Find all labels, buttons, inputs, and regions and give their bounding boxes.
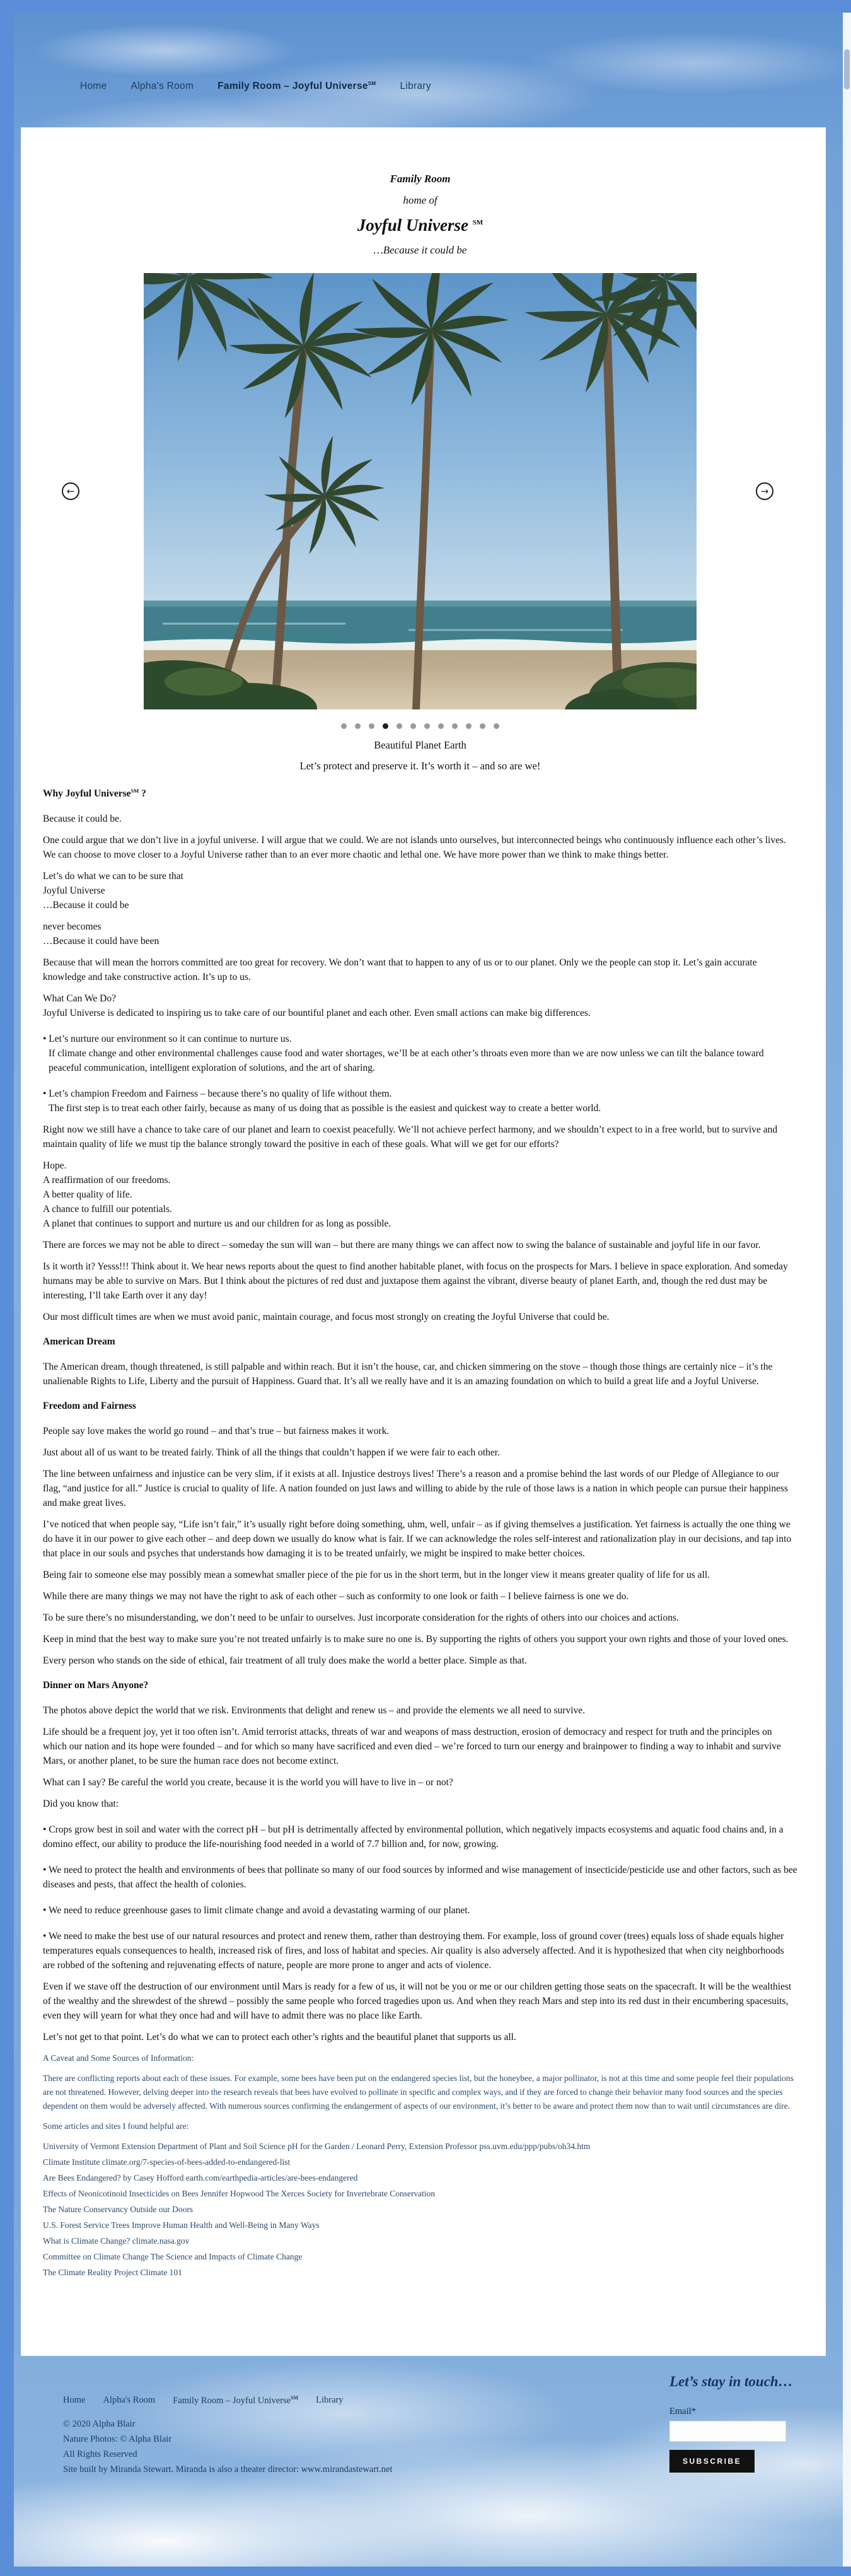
footer-nav (63, 2395, 669, 2406)
page-background (14, 13, 843, 2567)
article-paragraph: Let’s not get to that point. Let’s do what we can to protect each other’s rights and the beautiful planet that supports us all. (43, 2032, 516, 2043)
article-paragraph: Climate Institute climate.org/7-species-of-bees-added-to-endangered-list (43, 2157, 291, 2167)
carousel-dot-10[interactable] (466, 723, 472, 729)
article-paragraph: Are Bees Endangered? by Casey Hofford earth.com/earthpedia-articles/are-bees-endangered (43, 2173, 358, 2183)
page-title: Joyful Universe ℠ (357, 216, 483, 235)
article-paragraph: U.S. Forest Service Trees Improve Human Health and Well-Being in Many Ways (43, 2220, 320, 2230)
article-paragraph: Committee on Climate Change The Science and Impacts of Climate Change (43, 2252, 303, 2262)
carousel-caption: Beautiful Planet Earth (374, 739, 466, 752)
carousel-dot-11[interactable] (480, 723, 485, 729)
carousel-subcaption: Let’s protect and preserve it. It’s worth it – and so are we! (299, 760, 541, 772)
service-mark: SM (472, 219, 483, 227)
subscribe-button[interactable]: SUBSCRIBE (669, 2450, 755, 2473)
footer-copyright (63, 2419, 669, 2475)
copyright-line: © 2020 Alpha Blair (63, 2419, 136, 2430)
main-nav (14, 13, 843, 92)
article-paragraph: • We need to protect the health and environments of bees that pollinate so many of our food sources by informed and wise management of insecticide/pesticide use and other factors, such as bee diseases and pests, that affect the health of colonies. (43, 1865, 797, 1891)
carousel-next-button[interactable]: → (756, 482, 773, 500)
nav-item-library[interactable]: Library (400, 81, 431, 92)
email-input[interactable] (669, 2421, 786, 2442)
carousel-dots (43, 723, 797, 729)
email-label: Email* (669, 2406, 696, 2417)
article-paragraph: To be sure there’s no misunderstanding, we don’t need to be unfair to ourselves. Just incorporate consideration for the rights of others into our choices and actions. (43, 1612, 679, 1624)
article-paragraph: What is Climate Change? climate.nasa.gov (43, 2236, 190, 2246)
article-paragraph: Just about all of us want to be treated fairly. Think of all the things that couldn’t happen if we were fair to each other. (43, 1447, 500, 1459)
page-footer (14, 2356, 843, 2524)
article-paragraph: What can I say? Be careful the world you create, because it is the world you will have to live in – or not? (43, 1777, 453, 1788)
subscribe-form (669, 2374, 805, 2480)
subscribe-heading: Let’s stay in touch… (669, 2374, 793, 2390)
carousel-dot-8[interactable] (438, 723, 444, 729)
footer-nav-family-room[interactable]: Family Room – Joyful Universe℠ (173, 2395, 299, 2406)
article-heading: American Dream (43, 1336, 115, 1348)
copyright-line: All Rights Reserved (63, 2449, 137, 2460)
carousel-photo (144, 273, 697, 709)
article-paragraph: • Let’s champion Freedom and Fairness – because there’s no quality of life without them. The first step is to treat each other fairly, because as many of us doing that as possible is the easiest and quickest way to create a better world. (43, 1088, 601, 1114)
carousel-dot-9[interactable] (452, 723, 458, 729)
nav-item-family-room[interactable] (217, 81, 376, 92)
article-paragraph: Is it worth it? Yesss!!! Think about it. We hear news reports about the quest to find another habitable planet, with focus on the prospects for Mars. I believe in space exploration. And someday humans may be able to survive on Mars. But I think about the pictures of red dust and juxtapose them against the vibrant, diverse beauty of planet Earth, and, though the red dust may be interesting, I’ll take Earth over it any day! (43, 1261, 788, 1302)
footer-nav-alphas-room[interactable]: Alpha's Room (103, 2395, 156, 2406)
carousel-dot-2[interactable] (355, 723, 361, 729)
nav-item-alphas-room[interactable]: Alpha's Room (130, 81, 194, 92)
article-paragraph: • Let’s nurture our environment so it can continue to nurture us. If climate change and other environmental challenges cause food and water shortages, we’ll be at each other’s throats even more than we are now unless we can tilt the balance toward peaceful communication, intelligent exploration of solutions, and the art of sharing. (43, 1034, 764, 1074)
article-paragraph: Being fair to someone else may possibly mean a somewhat smaller piece of the pie for us in the short term, but in the longer view it means greater quality of life for us all. (43, 1570, 710, 1581)
masthead-tagline: …Because it could be (373, 244, 467, 257)
article-paragraph: Let’s do what we can to be sure that Joyful Universe …Because it could be (43, 871, 183, 911)
nav-item-family-room-label: Family Room – Joyful Universe (217, 81, 368, 92)
article-paragraph: Because that will mean the horrors committed are too great for recovery. We don’t want that to happen to any of us or to our planet. Only we the people can stop it. Let’s gain accurate knowledge and take constructive action. It’s up to us. (43, 957, 757, 983)
article-paragraph: Some articles and sites I found helpful are: (43, 2121, 189, 2131)
article-paragraph: People say love makes the world go round – and that’s true – but fairness makes it work. (43, 1426, 390, 1437)
article-paragraph: University of Vermont Extension Department of Plant and Soil Science pH for the Garden / Leonard Perry, Extension Professor pss.uvm.edu/ppp/pubs/oh34.htm (43, 2142, 591, 2152)
article-paragraph: • We need to make the best use of our natural resources and protect and renew them, rather than destroying them. For example, loss of ground cover (trees) equals loss of shade equals higher temperatures equals consequences to health, increased risk of fires, and loss of habitat and species. Air quality is also adversely affected. And it is hypothesized that when city neighborhoods are robbed of the softening and rejuvenating effects of nature, people are more prone to anger and acts of violence. (43, 1931, 784, 1971)
service-mark: SM (368, 81, 376, 86)
carousel-dot-3[interactable] (369, 723, 374, 729)
scrollbar[interactable] (843, 13, 851, 2567)
article-paragraph: Right now we still have a chance to take care of our planet and learn to coexist peacefully. We’ll not achieve perfect harmony, and we shouldn’t expect to in a free world, but to survive and maintain quality of life we must tip the balance strongly toward the positive in each of these goals. What will we get for our efforts? (43, 1124, 778, 1150)
footer-left (63, 2374, 669, 2480)
masthead-line2: home of (403, 194, 437, 207)
service-mark: SM (291, 2395, 299, 2401)
scrollbar-thumb[interactable] (844, 49, 850, 90)
article-paragraph: never becomes …Because it could have been (43, 921, 159, 947)
article-paragraph: Life should be a frequent joy, yet it too often isn’t. Amid terrorist attacks, threats of war and weapons of mass destruction, erosion of democracy and respect for truth and the principles on which our nation and its hope were founded – and for which so many have sacrificed and even died – we’re forced to turn our energy and brainpower to finding a way to inhabit and survive Mars, or another planet, to be sure the human race does not become extinct. (43, 1727, 781, 1767)
footer-nav-library[interactable]: Library (316, 2395, 344, 2406)
article-paragraph: One could argue that we don’t live in a joyful universe. I will argue that we could. We are not islands unto ourselves, but interconnected beings who continuously influence each other’s lives. We can choose to move closer to a Joyful Universe rather than to an ever more chaotic and lethal one. We have more power than we think to make things better. (43, 835, 786, 861)
article-paragraph: I’ve noticed that when people say, “Life isn’t fair,” it’s usually right before doing something, uhm, well, unfair – as if giving themselves a justification. Yet fairness is actually the one thing we do have it in our power to give each other – and deep down we usually do know what is fair. If we can acknowledge the roles self-interest and rationalization play in our decisions, and tap into that place in our souls and psyches that understands how damaging it is to be treated unfairly, we might be inspired to make better choices. (43, 1519, 792, 1559)
article-paragraph: • Crops grow best in soil and water with the correct pH – but pH is detrimentally affected by environmental pollution, which negatively impacts ecosystems and aquatic food chains and, in a domino effect, our ability to produce the life-nourishing food needed in a world of 7.7 billion and, for now, growing. (43, 1824, 784, 1850)
article-paragraph: Every person who stands on the side of ethical, fair treatment of all truly does make the world a better place. Simple as that. (43, 1655, 527, 1667)
article-paragraph: While there are many things we may not have the right to ask of each other – such as conformity to one look or faith – I believe fairness is one we do. (43, 1591, 629, 1602)
photo-carousel (43, 273, 797, 709)
article-paragraph: Did you know that: (43, 1798, 119, 1810)
palm-trees-ocean-beach-image (144, 273, 697, 709)
article-paragraph: • We need to reduce greenhouse gases to limit climate change and avoid a devastating warming of our planet. (43, 1905, 470, 1916)
masthead (43, 173, 797, 257)
footer-nav-home[interactable]: Home (63, 2395, 86, 2406)
carousel-dot-1[interactable] (341, 723, 347, 729)
carousel-dot-4[interactable] (383, 723, 388, 729)
carousel-dot-6[interactable] (410, 723, 416, 729)
carousel-prev-button[interactable]: ← (62, 482, 79, 500)
article-paragraph: The Nature Conservancy Outside our Doors (43, 2205, 194, 2215)
article-paragraph: Hope. A reaffirmation of our freedoms. A better quality of life. A chance to fulfill our potentials. A planet that continues to support and nurture us and our children for as long as possible. (43, 1160, 391, 1230)
article-paragraph: Keep in mind that the best way to make sure you’re not treated unfairly is to make sure no one is. By supporting the rights of others you support your own rights and those of your loved ones. (43, 1634, 789, 1645)
copyright-line: Nature Photos: © Alpha Blair (63, 2434, 172, 2445)
article-paragraph: The photos above depict the world that we risk. Environments that delight and renew us – and provide the elements we all need to survive. (43, 1705, 586, 1716)
content-card (21, 127, 826, 2356)
article-paragraph: There are conflicting reports about each of these issues. For example, some bees have been put on the endangered species list, but the honeybee, a major pollinator, is not at this time and some people feel their populations are not threatened. However, delving deeper into the research reveals that bees have evolved to pollinate in specific and complex ways, and if they are forced to change their behavior many food sources and the species dependent on them would be adversely affected. With numerous sources confirming the endangerment of aspects of our environment, it’s better to be aware and protect them now than to wait until circumstances are dire. (43, 2073, 794, 2111)
article-paragraph: The line between unfairness and injustice can be very slim, if it exists at all. Injustice destroys lives! There’s a reason and a promise behind the last words of our Pledge of Allegiance to our flag, “and justice for all.” Justice is crucial to quality of life. A nation founded on just laws and willing to abide by the rule of those laws is a nation in which people can pursue their happiness and make great lives. (43, 1469, 789, 1509)
article-paragraph: Even if we stave off the destruction of our environment until Mars is ready for a few of us, it will not be you or me or our children getting those seats on the spacecraft. It will be the wealthiest of the wealthy and the shrewdest of the shrewd – possibly the same people who forced tragedies upon us. And when they reach Mars and step into its red dust in their encumbering spacesuits, even they will yearn for what they once had and will have to admit there was no place like Earth. (43, 1981, 792, 2022)
masthead-line1: Family Room (390, 173, 451, 185)
nav-item-home[interactable]: Home (80, 81, 107, 92)
article-paragraph: A Caveat and Some Sources of Information: (43, 2053, 194, 2063)
article-paragraph: What Can We Do? Joyful Universe is dedicated to inspiring us to take care of our bountiful planet and each other. Even small actions can make big differences. (43, 993, 591, 1019)
article-paragraph: The Climate Reality Project Climate 101 (43, 2268, 182, 2278)
carousel-dot-12[interactable] (494, 723, 499, 729)
article-paragraph: Because it could be. (43, 813, 122, 825)
article-paragraph: There are forces we may not be able to direct – someday the sun will wan – but there are many things we can affect now to swing the balance of sustainable and joyful life in our favor. (43, 1240, 761, 1251)
site-credit: Site built by Miranda Stewart. Miranda is also a theater director: www.mirandastewart.net (63, 2464, 393, 2475)
article-paragraph: Our most difficult times are when we must avoid panic, maintain courage, and focus most strongly on creating the Joyful Universe that could be. (43, 1312, 610, 1323)
article-heading: Freedom and Fairness (43, 1401, 136, 1412)
article-paragraph: The American dream, though threatened, is still palpable and within reach. But it isn’t the house, car, and chicken simmering on the stove – though those things are certainly nice – it’s the unalienable Rights to Life, Liberty and the pursuit of Happiness. Guard that. It’s all we really have and it is an amazing foundation on which to build a great life and a Joyful Universe. (43, 1361, 773, 1387)
article (43, 784, 797, 2279)
article-heading: Why Joyful Universe℠ ? (43, 788, 146, 800)
article-paragraph: Effects of Neonicotinoid Insecticides on Bees Jennifer Hopwood The Xerces Society for Invertebrate Conservation (43, 2189, 436, 2199)
article-heading: Dinner on Mars Anyone? (43, 1680, 149, 1691)
carousel-dot-7[interactable] (424, 723, 430, 729)
carousel-dot-5[interactable] (397, 723, 402, 729)
